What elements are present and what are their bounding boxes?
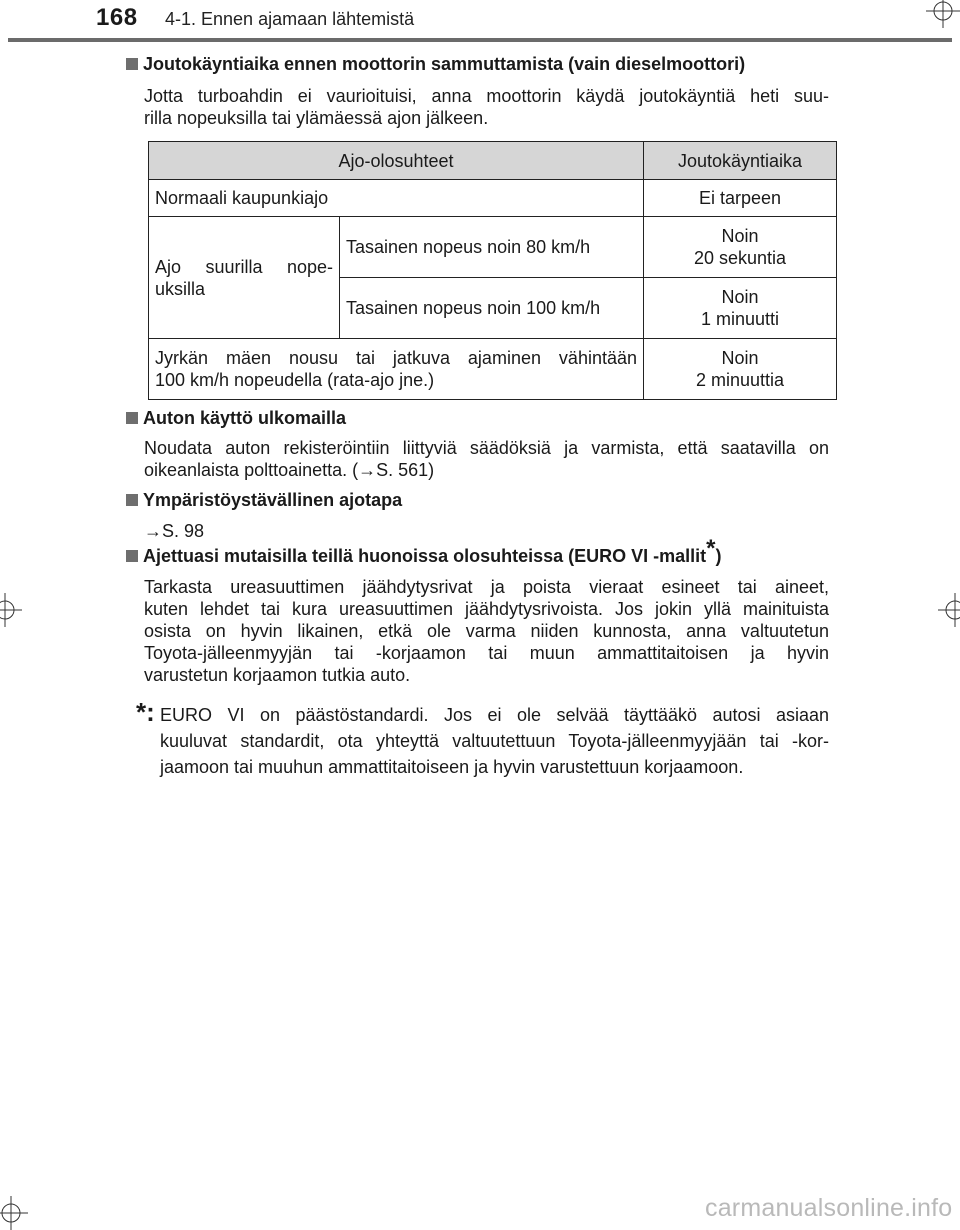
heading-idle-time: Joutokäyntiaika ennen moottorin sammuttamista (vain dieselmoottori) [126,54,745,75]
table-cell: Noin 1 minuutti [644,278,837,339]
table-cell: Ei tarpeen [644,180,837,217]
table-cell: Normaali kaupunkiajo [149,180,644,217]
section-title: 4-1. Ennen ajamaan lähtemistä [165,9,415,29]
paragraph-muddy-roads: Tarkasta ureasuuttimen jäähdytysrivat ja poista vieraat esineet tai aineet, kuten lehdet tai kura ureasuuttimen jäähdytysrivoista. Jos jokin yllä mainituista osista on hyvin likainen, etkä ole varma niiden kunnosta, anna valtuutetun Toyota-jälleenmyyjän tai -korjaamon tai muun ammattitaitoisen ja hyvin varustetun korjaamon tutkia auto. [144,577,829,685]
square-bullet-icon [126,412,138,424]
square-bullet-icon [126,58,138,70]
table-cell: Tasainen nopeus noin 100 km/h [340,278,644,339]
footnote-mark: *: [136,697,155,727]
heading-eco-driving: Ympäristöystävällinen ajotapa [126,490,402,511]
column-header-conditions: Ajo-olosuhteet [149,142,644,180]
table-row [149,180,837,217]
page-number: 168 [96,4,138,31]
footnote-asterisk: * [706,535,716,562]
table-cell: Tasainen nopeus noin 80 km/h [340,217,644,278]
table-cell: Noin 20 sekuntia [644,217,837,278]
crop-mark-mid-left-icon [0,593,22,627]
table-cell: Noin 2 minuuttia [644,339,837,400]
table-header-row [149,142,837,180]
crop-mark-top-right-icon [926,0,960,28]
table-row [149,339,837,400]
table-row [149,217,837,278]
idle-time-table [148,141,837,400]
paragraph-idle-time: Jotta turboahdin ei vaurioituisi, anna moottorin käydä joutokäyntiä heti suu- rilla nopeuksilla tai ylämäessä ajon jälkeen. [144,86,829,128]
paragraph-use-abroad: Noudata auton rekisteröintiin liittyviä säädöksiä ja varmista, että saatavilla on oikeanlaista polttoainetta. (→S. 561) [144,438,829,480]
table-cell: Jyrkän mäen nousu tai jatkuva ajaminen vähintään 100 km/h nopeudella (rata-ajo jne.) [149,339,644,400]
watermark: carmanualsonline.info [705,1194,953,1222]
heading-muddy-roads: Ajettuasi mutaisilla teillä huonoissa olosuhteissa (EURO VI -mallit*) [126,546,721,567]
column-header-idle-time: Joutokäyntiaika [644,142,837,180]
header-rule [8,38,952,42]
crop-mark-mid-right-icon [938,593,960,627]
link-page-98[interactable]: →S. 98 [144,521,205,541]
heading-use-abroad: Auton käyttö ulkomailla [126,408,346,429]
square-bullet-icon [126,494,138,506]
crop-mark-bottom-left-icon [0,1196,28,1230]
square-bullet-icon [126,550,138,562]
footnote-text: EURO VI on päästöstandardi. Jos ei ole selvää täyttääkö autosi asiaan kuuluvat standardit, ota yhteyttä valtuutettuun Toyota-jälleenmyyjään tai -kor- jaamoon tai muuhun ammattitaitoiseen ja hyvin varustettuun korjaamoon. [160,705,829,777]
table-cell-group-label: Ajo suurilla nope- uksilla [149,217,340,339]
